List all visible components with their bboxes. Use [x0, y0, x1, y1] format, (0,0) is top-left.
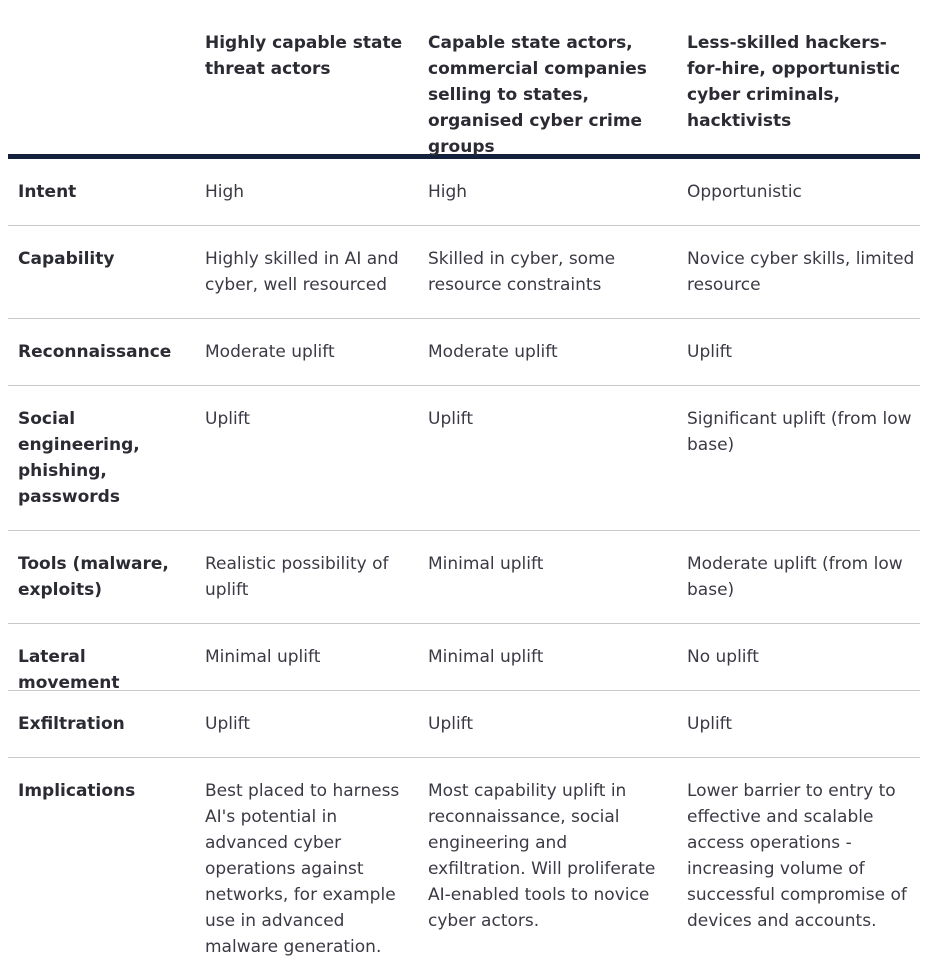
table-cell: Opportunistic — [687, 182, 802, 202]
table-cell: High — [428, 182, 468, 202]
header-capable-state-actors: Capable state actors, commercial companies selling to states, organised cyber crime groups — [428, 33, 647, 157]
table-row-intent — [8, 159, 920, 226]
table-cell: Moderate uplift — [428, 342, 558, 362]
row-label: Implications — [18, 781, 136, 801]
table-cell: Uplift — [205, 409, 251, 429]
threat-actor-table — [8, 0, 920, 968]
table-row-tools — [8, 531, 920, 624]
table-cell: Uplift — [428, 409, 474, 429]
table-row-implications — [8, 758, 920, 968]
table-header — [8, 0, 920, 159]
table-cell: No uplift — [687, 647, 759, 667]
table-cell: Minimal uplift — [428, 647, 544, 667]
table-cell: Best placed to harness AI's potential in advanced cyber operations against networks, for example use in advanced malware generation. — [205, 781, 400, 957]
table-cell: Highly skilled in AI and cyber, well resourced — [205, 249, 399, 295]
row-label: Tools (malware, exploits) — [18, 554, 169, 600]
row-label: Capability — [18, 249, 115, 269]
table-cell: Significant uplift (from low base) — [687, 409, 912, 455]
header-less-skilled-hackers: Less-skilled hackers-for-hire, opportunistic cyber criminals, hacktivists — [687, 33, 901, 131]
table-row-exfiltration — [8, 691, 920, 758]
row-label: Intent — [18, 182, 77, 202]
row-label: Exfiltration — [18, 714, 125, 734]
row-label: Reconnaissance — [18, 342, 172, 362]
table-cell: Realistic possibility of uplift — [205, 554, 389, 600]
table-cell: Minimal uplift — [428, 554, 544, 574]
table-cell: Minimal uplift — [205, 647, 321, 667]
table-cell: Uplift — [687, 714, 733, 734]
table-row-capability — [8, 226, 920, 319]
row-label: Lateral movement — [18, 647, 120, 693]
table-row-lateral-movement — [8, 624, 920, 691]
table-cell: Moderate uplift (from low base) — [687, 554, 903, 600]
table-cell: Moderate uplift — [205, 342, 335, 362]
table-cell: Uplift — [428, 714, 474, 734]
table-cell: Novice cyber skills, limited resource — [687, 249, 915, 295]
table-cell: Most capability uplift in reconnaissance, social engineering and exfiltration. Will proliferate AI-enabled tools to novice cyber actors. — [428, 781, 656, 931]
table-row-reconnaissance — [8, 319, 920, 386]
table-cell: Lower barrier to entry to effective and scalable access operations - increasing volume of successful compromise of devices and accounts. — [687, 781, 907, 931]
table-cell: Skilled in cyber, some resource constraints — [428, 249, 616, 295]
table-cell: High — [205, 182, 245, 202]
header-highly-capable-state: Highly capable state threat actors — [205, 33, 403, 79]
table-row-social-engineering — [8, 386, 920, 531]
table-cell: Uplift — [205, 714, 251, 734]
row-label: Social engineering, phishing, passwords — [18, 409, 140, 507]
table-cell: Uplift — [687, 342, 733, 362]
